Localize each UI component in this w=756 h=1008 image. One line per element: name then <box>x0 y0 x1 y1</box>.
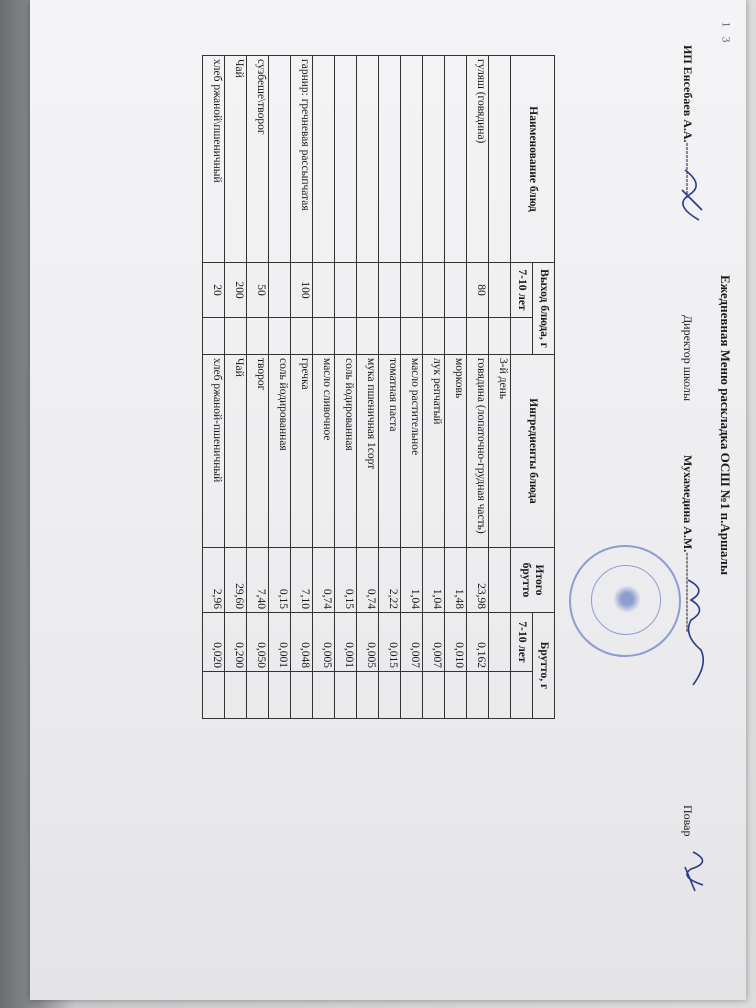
cell-empty <box>445 672 467 719</box>
cell-ingredient: соль йодированная <box>335 355 357 548</box>
table-row <box>335 56 357 719</box>
cell-empty <box>225 672 247 719</box>
stamp-emblem <box>613 585 641 613</box>
cell-name <box>445 56 467 263</box>
cell-name: гуляш (говядина) <box>467 56 489 263</box>
cell-ingredient: хлеб ржаной-пшеничный <box>203 355 225 548</box>
cell-output: 20 <box>203 263 225 318</box>
header-output: Выход блюда, г <box>533 263 555 355</box>
director-handwritten-signature <box>677 575 713 695</box>
cell-ingredient: лук репчатый <box>423 355 445 548</box>
cell-empty <box>379 318 401 355</box>
cell-brutto: 0,015 <box>379 613 401 672</box>
day-empty-total <box>489 548 511 613</box>
cell-empty <box>313 672 335 719</box>
cell-empty <box>269 318 291 355</box>
day-empty-brutto <box>489 613 511 672</box>
director-name: Мухамедина А.М. <box>681 455 695 553</box>
cell-empty <box>467 672 489 719</box>
cell-brutto: 0,020 <box>203 613 225 672</box>
school-stamp <box>569 545 681 657</box>
cell-brutto: 0,200 <box>225 613 247 672</box>
document-title: Ежедневная Меню раскладка ОСШ №1 п.Аршалы <box>718 275 733 575</box>
cell-name: гарнир: гречневая рассыпчатая <box>291 56 313 263</box>
cell-name: сузбеше\творог <box>247 56 269 263</box>
cell-empty <box>291 672 313 719</box>
cell-name <box>379 56 401 263</box>
day-empty-output <box>489 263 511 318</box>
day-empty-name <box>489 56 511 263</box>
cell-output: 50 <box>247 263 269 318</box>
cell-output: 200 <box>225 263 247 318</box>
director-role: Директор школы <box>681 315 695 402</box>
cell-brutto: 0,010 <box>445 613 467 672</box>
cell-empty <box>423 672 445 719</box>
cell-ingredient: мука пшеничная 1сорт <box>357 355 379 548</box>
cell-name <box>401 56 423 263</box>
cell-brutto: 0,007 <box>401 613 423 672</box>
menu-table <box>202 55 555 719</box>
cell-empty <box>247 672 269 719</box>
table-row-day <box>489 56 511 719</box>
cell-ingredient: масло сливочное <box>313 355 335 548</box>
cell-total: 2,96 <box>203 548 225 613</box>
cell-name <box>423 56 445 263</box>
menu-table-body <box>203 56 511 719</box>
cell-brutto: 0,162 <box>467 613 489 672</box>
cell-output <box>313 263 335 318</box>
table-row <box>247 56 269 719</box>
cell-empty <box>335 318 357 355</box>
cell-ingredient: гречка <box>291 355 313 548</box>
cell-empty <box>225 318 247 355</box>
cell-ingredient: морковь <box>445 355 467 548</box>
cell-total: 1,48 <box>445 548 467 613</box>
cell-ingredient: соль йодированная <box>269 355 291 548</box>
cell-output <box>401 263 423 318</box>
cell-output <box>269 263 291 318</box>
table-row <box>203 56 225 719</box>
director-sign-line: -------------------- <box>681 552 695 633</box>
header-brutto: Брутто, г <box>533 613 555 719</box>
table-row <box>401 56 423 719</box>
cell-empty <box>401 318 423 355</box>
cell-ingredient: говядина (лопаточно-грудная часть) <box>467 355 489 548</box>
header-brutto-age: 7-10 лет <box>511 613 533 672</box>
cell-output <box>379 263 401 318</box>
cell-brutto: 0,050 <box>247 613 269 672</box>
cell-empty <box>357 318 379 355</box>
cell-empty <box>313 318 335 355</box>
cell-empty <box>203 672 225 719</box>
cell-empty <box>401 672 423 719</box>
table-row <box>225 56 247 719</box>
table-row <box>379 56 401 719</box>
cell-empty <box>269 672 291 719</box>
cell-empty <box>445 318 467 355</box>
header-ingredients: Ингредиенты блюда <box>511 355 555 548</box>
cell-total: 0,74 <box>313 548 335 613</box>
cell-empty <box>247 318 269 355</box>
table-row <box>269 56 291 719</box>
header-total: Итого брутто <box>511 548 555 613</box>
cell-empty <box>357 672 379 719</box>
cell-brutto: 0,005 <box>313 613 335 672</box>
table-row <box>467 56 489 719</box>
ip-sign-line: -------------- <box>681 142 695 199</box>
cell-total: 1,04 <box>401 548 423 613</box>
cell-total: 29,60 <box>225 548 247 613</box>
cell-output <box>445 263 467 318</box>
cell-name <box>313 56 335 263</box>
cell-total: 7,10 <box>291 548 313 613</box>
cell-total: 23,98 <box>467 548 489 613</box>
cell-empty <box>423 318 445 355</box>
cell-empty <box>379 672 401 719</box>
cell-brutto: 0,001 <box>269 613 291 672</box>
cell-total: 0,15 <box>269 548 291 613</box>
cook-handwritten-signature <box>677 847 713 897</box>
cell-name <box>335 56 357 263</box>
cell-empty <box>467 318 489 355</box>
cell-output <box>357 263 379 318</box>
cell-total: 1,04 <box>423 548 445 613</box>
cell-name: хлеб ржаной\пшеничный <box>203 56 225 263</box>
header-output-age: 7-10 лет <box>511 263 533 318</box>
cell-name <box>269 56 291 263</box>
table-row <box>357 56 379 719</box>
header-output-empty <box>511 318 533 355</box>
table-row <box>445 56 467 719</box>
header-brutto-empty <box>511 672 533 719</box>
cell-output: 80 <box>467 263 489 318</box>
page-mark: 1 3 <box>719 21 734 46</box>
ip-handwritten-signature <box>677 165 707 235</box>
table-row <box>423 56 445 719</box>
cell-brutto: 0,048 <box>291 613 313 672</box>
cell-name <box>357 56 379 263</box>
ip-name: ИП Енсебаев А.А. <box>681 45 695 143</box>
cell-output <box>423 263 445 318</box>
cell-brutto: 0,007 <box>423 613 445 672</box>
cell-ingredient: масло растительное <box>401 355 423 548</box>
cell-total: 7,40 <box>247 548 269 613</box>
cell-empty <box>203 318 225 355</box>
cell-output <box>335 263 357 318</box>
cell-name: Чай <box>225 56 247 263</box>
document-content <box>35 15 735 955</box>
cell-total: 2,22 <box>379 548 401 613</box>
cell-output: 100 <box>291 263 313 318</box>
cell-ingredient: Чай <box>225 355 247 548</box>
cell-brutto: 0,005 <box>357 613 379 672</box>
cell-empty <box>335 672 357 719</box>
cell-ingredient: томатная паста <box>379 355 401 548</box>
cook-role: Повар <box>681 805 695 837</box>
cell-empty <box>291 318 313 355</box>
table-row <box>313 56 335 719</box>
header-dish-name: Наименование блюд <box>511 56 555 263</box>
table-row <box>291 56 313 719</box>
cell-brutto: 0,001 <box>335 613 357 672</box>
cell-ingredient: творог <box>247 355 269 548</box>
cell-total: 0,74 <box>357 548 379 613</box>
cell-total: 0,15 <box>335 548 357 613</box>
day-empty-extra2 <box>489 672 511 719</box>
day-label: 3-й день <box>489 355 511 548</box>
day-empty-extra <box>489 318 511 355</box>
